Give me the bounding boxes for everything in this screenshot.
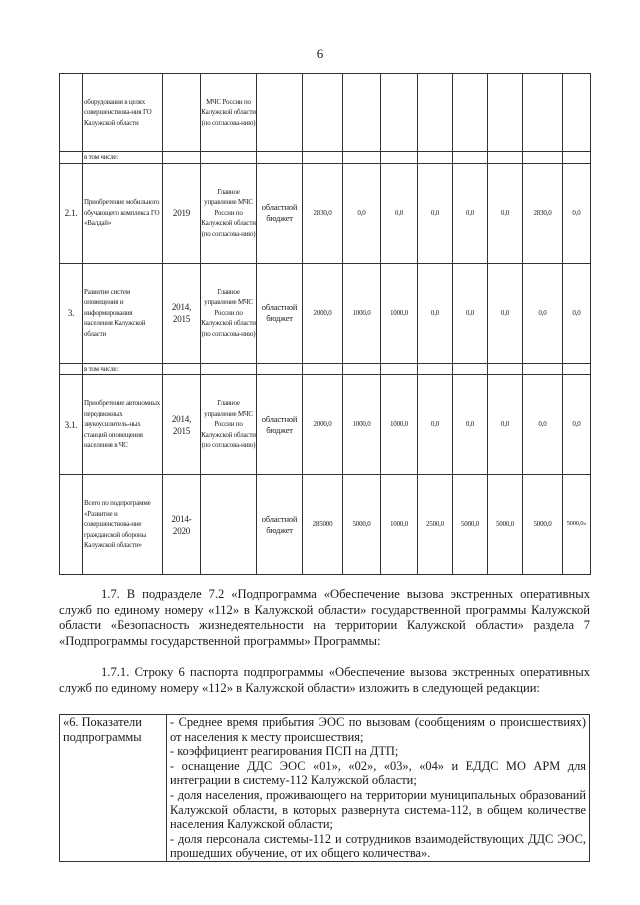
row-fund: областной бюджет — [257, 375, 303, 475]
row-name: Приобретение автономных передвижных звукоусилитель-ных станций оповещения населения в ЧС — [83, 375, 163, 475]
indicator-line: - Среднее время прибытия ЭОС по вызовам (сообщениям о происшествиях) от населения к месту происшествия; — [170, 715, 586, 744]
table-row — [60, 152, 591, 164]
row-name: Развитие систем оповещения и информирования населения Калужской области — [83, 263, 163, 363]
row-num: 3.1. — [60, 375, 83, 475]
row-label: в том числе: — [83, 363, 163, 375]
value-cell: 2500,0 — [418, 475, 453, 575]
table-row — [60, 715, 590, 862]
row-name: Всего по подпрограмме «Развитие и совершенствова-ние гражданской обороны Калужской области» — [83, 475, 163, 575]
value-cell: 5000,0 — [488, 475, 523, 575]
table-row — [60, 263, 591, 363]
value-cell: 1000,0 — [381, 375, 418, 475]
indicator-line: - оснащение ДДС ЭОС «01», «02», «03», «04» и ЕДДС МО АРМ для интеграции в систему-112 Калужской области; — [170, 758, 586, 788]
row-label: в том числе: — [83, 152, 163, 164]
paragraph-1-7: 1.7. В подразделе 7.2 «Подпрограмма «Обеспечение вызова экстренных оперативных служб по единому номеру «112» в Калужской области» государственной программы Калужской области «Безопасность жизнедеятельности на территории Калужской области» раздела 7 «Подпрограммы государственной программы» Программы: — [59, 587, 590, 648]
table-row — [60, 375, 591, 475]
row-year: 2019 — [163, 163, 201, 263]
row-org: Главное управление МЧС России по Калужской области (по согласова-нию) — [201, 163, 257, 263]
value-cell: 1000,0 — [343, 375, 381, 475]
value-cell: 1000,0 — [381, 263, 418, 363]
passport-table — [59, 714, 590, 862]
row-fund: областной бюджет — [257, 263, 303, 363]
page-number: 6 — [316, 46, 324, 61]
value-cell: 2830,0 — [523, 163, 563, 263]
value-cell: 5000,0 — [523, 475, 563, 575]
row-num: 2.1. — [60, 163, 83, 263]
value-cell: 285000 — [303, 475, 343, 575]
value-cell: 0,0 — [523, 263, 563, 363]
row-year: 2014-2020 — [163, 475, 201, 575]
value-cell: 0,0 — [453, 375, 488, 475]
row-year: 2014, 2015 — [163, 263, 201, 363]
value-cell: 2000,0 — [303, 375, 343, 475]
value-cell: 0,0 — [488, 375, 523, 475]
value-cell: 2000,0 — [303, 263, 343, 363]
value-cell: 0,0 — [418, 163, 453, 263]
value-cell: 2830,0 — [303, 163, 343, 263]
value-cell: 0,0 — [488, 263, 523, 363]
row-name: Приобретение мобильного обучающего комплекса ГО «Валдай» — [83, 163, 163, 263]
value-cell: 0,0 — [563, 163, 591, 263]
value-cell: 1000,0 — [343, 263, 381, 363]
value-cell: 5000,0» — [563, 475, 591, 575]
indicator-line: - доля населения, проживающего на территории муниципальных образований Калужской области, в которых развернута система-112, в общем количестве населения Калужской области; — [170, 787, 586, 832]
value-cell: 0,0 — [453, 263, 488, 363]
value-cell: 0,0 — [488, 163, 523, 263]
indicator-line: - коэффициент реагирования ПСП на ДТП; — [170, 744, 399, 759]
table-row — [60, 163, 591, 263]
table-row — [60, 74, 591, 152]
row-fund: областной бюджет — [257, 475, 303, 575]
value-cell: 5000,0 — [343, 475, 381, 575]
program-table — [59, 73, 591, 575]
passport-label: «6. Показатели подпрограммы — [60, 715, 167, 862]
table-row — [60, 363, 591, 375]
value-cell: 0,0 — [343, 163, 381, 263]
value-cell: 5000,0 — [453, 475, 488, 575]
value-cell: 1000,0 — [381, 475, 418, 575]
row-org: Главное управление МЧС России по Калужской области (по согласова-нию) — [201, 263, 257, 363]
passport-content — [167, 715, 590, 862]
row-num: 3. — [60, 263, 83, 363]
value-cell: 0,0 — [418, 375, 453, 475]
value-cell: 0,0 — [563, 263, 591, 363]
value-cell: 0,0 — [418, 263, 453, 363]
row-fund: областной бюджет — [257, 163, 303, 263]
value-cell: 0,0 — [453, 163, 488, 263]
value-cell: 0,0 — [563, 375, 591, 475]
paragraph-1-7-1: 1.7.1. Строку 6 паспорта подпрограммы «Обеспечение вызова экстренных оперативных служб по единому номеру «112» в Калужской области» изложить в следующей редакции: — [59, 665, 590, 695]
value-cell: 0,0 — [381, 163, 418, 263]
row-year: 2014, 2015 — [163, 375, 201, 475]
row-name: оборудования в целях совершенствова-ния ГО Калужской области — [83, 74, 163, 152]
row-org: Главное управление МЧС России по Калужской области (по согласова-нию) — [201, 375, 257, 475]
row-org: МЧС России по Калужской области (по согласова-нию) — [201, 74, 257, 152]
value-cell: 0,0 — [523, 375, 563, 475]
table-row — [60, 475, 591, 575]
indicator-line: - доля персонала системы-112 и сотрудников взаимодействующих ДДС ЭОС, прошедших обучение, от их общего количества». — [170, 831, 586, 861]
